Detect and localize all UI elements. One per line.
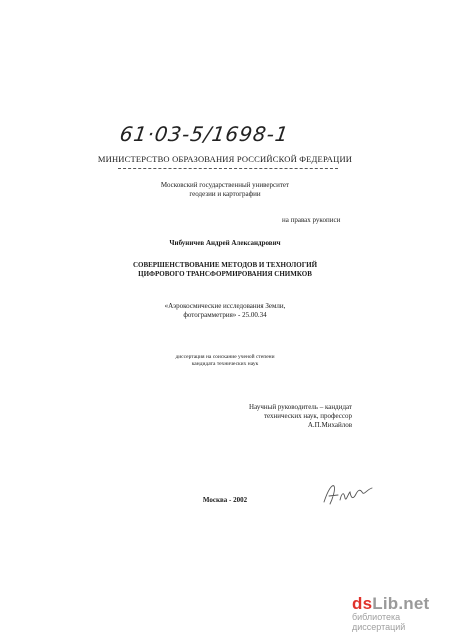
university-line-2: геодезии и картографии <box>189 190 261 198</box>
archive-number-handwritten: 61·03-5/1698-1 <box>118 122 291 146</box>
logo-brand-suffix: Lib.net <box>372 594 430 613</box>
city-year: Москва - 2002 <box>202 496 248 504</box>
logo-brand-prefix: ds <box>352 594 373 613</box>
rights-note: на правах рукописи <box>282 216 341 224</box>
dissertation-note-line-2: кандидата технических наук <box>191 361 259 367</box>
specialty-line-2: фотограмметрия» - 25.00.34 <box>183 311 267 319</box>
dissertation-note-line-1: диссертация на соискание ученой степени <box>175 354 275 360</box>
supervisor-line-1: Научный руководитель – кандидат <box>249 403 352 411</box>
ministry-heading: МИНИСТЕРСТВО ОБРАЗОВАНИЯ РОССИЙСКОЙ ФЕДЕРАЦИИ <box>97 154 353 164</box>
dissertation-note <box>0 354 450 368</box>
supervisor-line-3: А.П.Михайлов <box>307 421 352 429</box>
supervisor-block <box>236 403 352 430</box>
title-line-1: СОВЕРШЕНСТВОВАНИЕ МЕТОДОВ И ТЕХНОЛОГИЙ <box>132 261 318 269</box>
university-name <box>0 181 450 199</box>
dashed-divider <box>118 168 338 169</box>
specialty <box>0 302 450 320</box>
logo-caption: библиотека диссертаций <box>352 612 406 632</box>
supervisor-line-2: технических наук, профессор <box>263 412 352 420</box>
author-name: Чибуничев Андрей Александрович <box>169 239 281 247</box>
university-line-1: Московский государственный университет <box>160 181 290 189</box>
dslib-watermark-logo[interactable] <box>352 594 450 632</box>
dissertation-title <box>0 261 450 279</box>
logo-brand <box>352 594 429 613</box>
specialty-line-1: «Аэрокосмические исследования Земли, <box>164 302 286 310</box>
title-line-2: ЦИФРОВОГО ТРАНСФОРМИРОВАНИЯ СНИМКОВ <box>138 270 312 278</box>
